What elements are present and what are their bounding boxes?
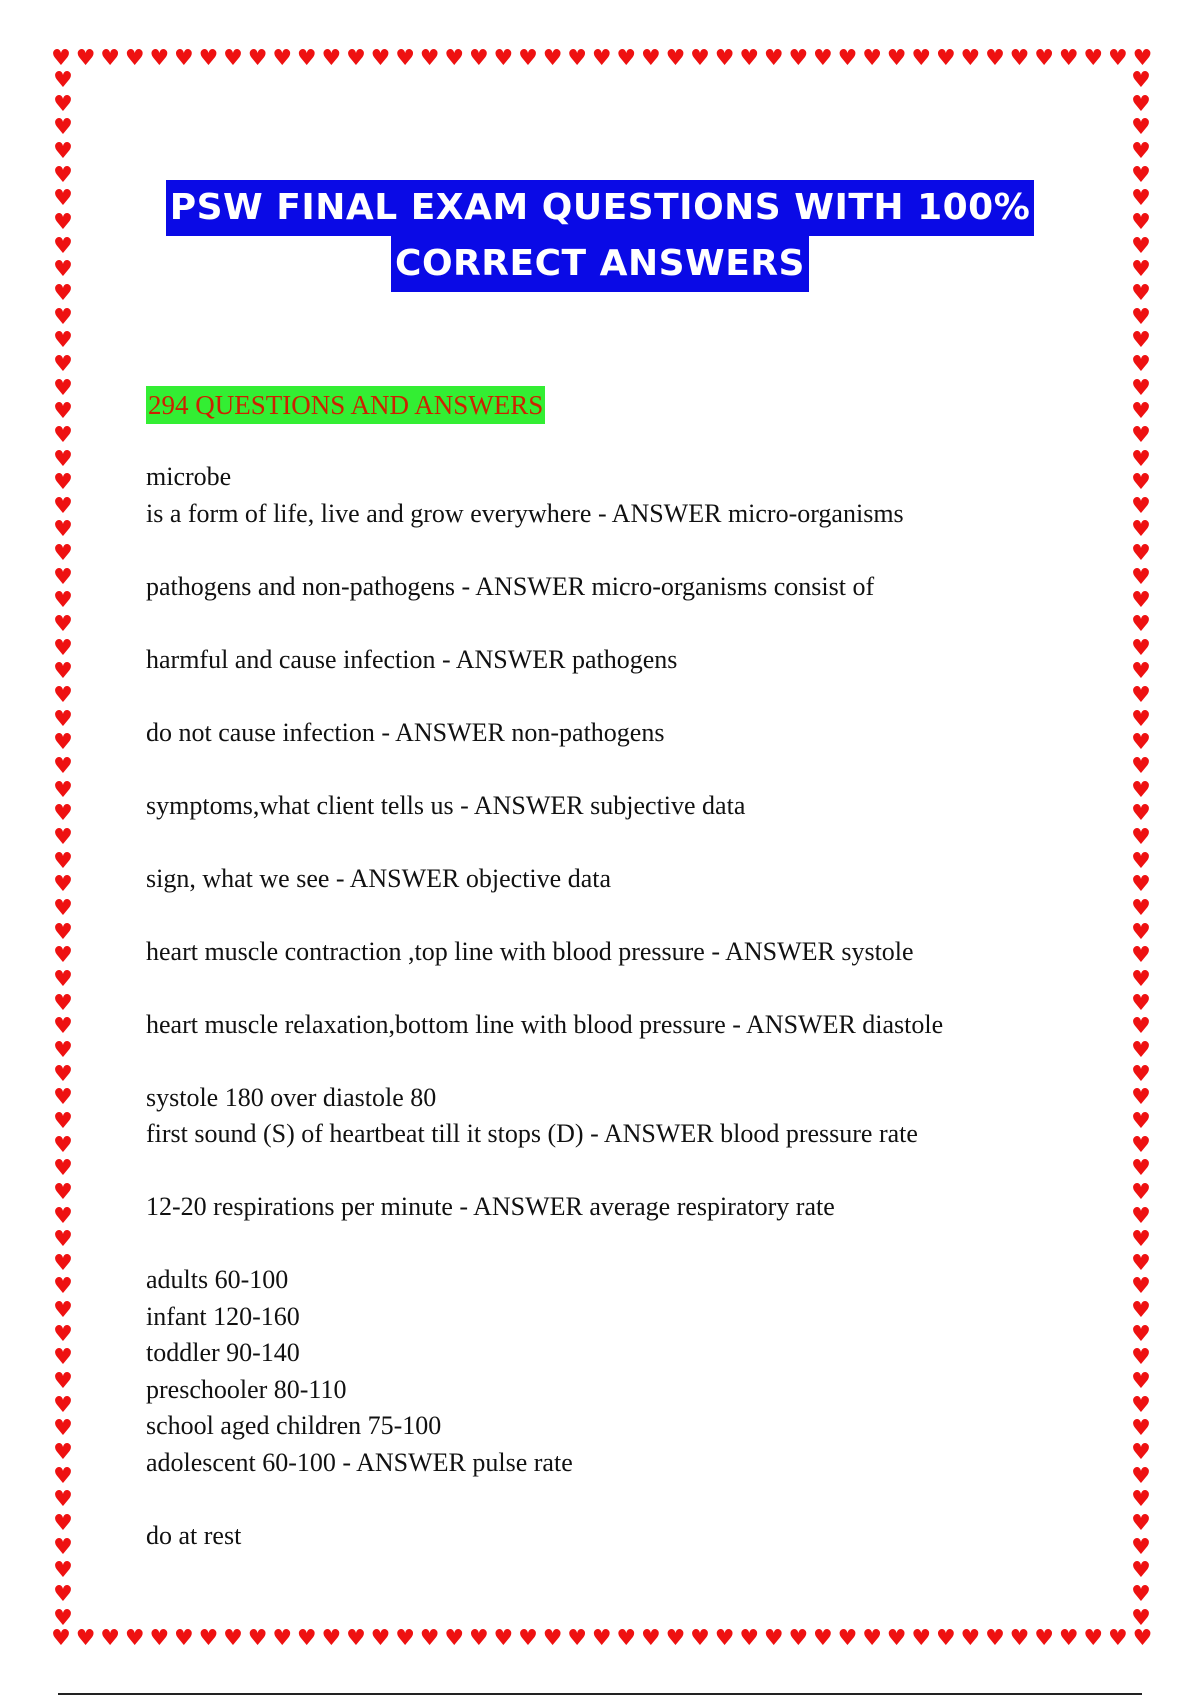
heart-icon: ♥: [985, 1628, 1005, 1651]
qa-line: pathogens and non-pathogens - ANSWER micro-organisms consist of: [146, 571, 875, 601]
qa-line: do at rest: [146, 1520, 242, 1550]
heart-icon: ♥: [53, 1369, 73, 1395]
heart-icon: ♥: [223, 48, 243, 71]
qa-item: [146, 934, 1146, 971]
heart-icon: ♥: [1131, 1179, 1151, 1205]
heart-icon: ♥: [51, 1628, 71, 1651]
heart-icon: ♥: [960, 1628, 981, 1651]
heart-icon: ♥: [53, 1605, 73, 1630]
heart-icon: ♥: [174, 48, 194, 71]
heart-icon: ♥: [53, 1108, 73, 1134]
heart-icon: ♥: [53, 1511, 73, 1537]
heart-icon: ♥: [690, 1628, 710, 1651]
heart-icon: ♥: [1034, 48, 1054, 71]
heart-icon: ♥: [1131, 91, 1151, 117]
heart-icon: ♥: [1131, 612, 1151, 638]
heart-icon: ♥: [1131, 872, 1151, 898]
heart-icon: ♥: [53, 848, 73, 874]
heart-icon: ♥: [53, 872, 73, 898]
heart-icon: ♥: [370, 1628, 391, 1651]
qa-item: [146, 1189, 1146, 1226]
heart-icon: ♥: [1131, 730, 1151, 756]
qa-line: sign, what we see - ANSWER objective data: [146, 863, 611, 893]
qa-line: first sound (S) of heartbeat till it stops (D) - ANSWER blood pressure rate: [146, 1119, 918, 1148]
heart-icon: ♥: [788, 48, 809, 71]
heart-icon: ♥: [763, 48, 784, 71]
heart-icon: ♥: [53, 588, 73, 614]
heart-icon: ♥: [813, 1628, 833, 1651]
heart-icon: ♥: [53, 304, 73, 330]
heart-icon: ♥: [1131, 1132, 1151, 1158]
heart-icon: ♥: [53, 1534, 73, 1560]
heart-icon: ♥: [1131, 422, 1151, 448]
qa-item: [146, 788, 1146, 825]
heart-icon: ♥: [1083, 1628, 1104, 1651]
heart-icon: ♥: [837, 1628, 858, 1651]
title-line-1: PSW FINAL EXAM QUESTIONS WITH 100%: [166, 180, 1035, 236]
heart-border-left: [50, 70, 76, 1630]
heart-icon: ♥: [53, 493, 73, 519]
heart-icon: ♥: [53, 1298, 73, 1324]
qa-line: 12-20 respirations per minute - ANSWER average respiratory rate: [146, 1192, 835, 1221]
title-line-2: CORRECT ANSWERS: [391, 236, 809, 292]
heart-icon: ♥: [53, 990, 73, 1016]
heart-icon: ♥: [75, 48, 96, 71]
heart-icon: ♥: [1131, 1558, 1151, 1584]
heart-icon: ♥: [911, 48, 932, 71]
qa-line: school aged children 75-100: [146, 1411, 442, 1440]
heart-icon: ♥: [763, 1628, 784, 1651]
heart-icon: ♥: [247, 48, 268, 71]
heart-icon: ♥: [296, 48, 317, 71]
heart-icon: ♥: [1131, 233, 1151, 259]
heart-icon: ♥: [53, 328, 73, 354]
heart-icon: ♥: [1131, 138, 1151, 164]
heart-icon: ♥: [419, 1628, 440, 1651]
heart-icon: ♥: [272, 48, 293, 71]
document-title: [0, 180, 1200, 292]
heart-icon: ♥: [886, 48, 907, 71]
heart-icon: ♥: [1131, 1440, 1151, 1466]
heart-icon: ♥: [1131, 1250, 1151, 1276]
heart-icon: ♥: [100, 48, 121, 71]
heart-icon: ♥: [1131, 328, 1151, 354]
heart-icon: ♥: [1058, 48, 1079, 71]
qa-line: toddler 90-140: [146, 1338, 300, 1367]
heart-icon: ♥: [1131, 1014, 1151, 1040]
heart-icon: ♥: [53, 1463, 73, 1489]
heart-icon: ♥: [1107, 48, 1128, 71]
heart-icon: ♥: [1131, 1369, 1151, 1395]
heart-icon: ♥: [468, 1628, 489, 1651]
heart-icon: ♥: [542, 48, 563, 71]
question-count-label: 294 QUESTIONS AND ANSWERS: [146, 386, 545, 424]
heart-icon: ♥: [53, 280, 73, 306]
qa-line: preschooler 80-110: [146, 1374, 347, 1404]
heart-icon: ♥: [1131, 1156, 1151, 1182]
heart-icon: ♥: [1131, 162, 1151, 188]
heart-icon: ♥: [714, 1628, 735, 1651]
heart-icon: ♥: [53, 70, 73, 93]
heart-icon: ♥: [1131, 517, 1151, 543]
heart-icon: ♥: [1131, 1061, 1151, 1087]
heart-icon: ♥: [53, 1274, 73, 1300]
heart-icon: ♥: [75, 1628, 96, 1651]
heart-icon: ♥: [198, 1628, 219, 1651]
heart-icon: ♥: [813, 48, 833, 71]
heart-icon: ♥: [542, 1628, 563, 1651]
qa-line: heart muscle relaxation,bottom line with blood pressure - ANSWER diastole: [146, 1009, 944, 1039]
heart-icon: ♥: [53, 1203, 73, 1229]
heart-icon: ♥: [53, 1487, 73, 1513]
heart-icon: ♥: [419, 48, 440, 71]
heart-icon: ♥: [53, 1037, 73, 1063]
page-bottom-rule: [58, 1693, 1142, 1695]
heart-icon: ♥: [1131, 659, 1151, 685]
heart-icon: ♥: [53, 612, 73, 638]
heart-icon: ♥: [53, 943, 73, 969]
heart-icon: ♥: [518, 1628, 538, 1651]
heart-icon: ♥: [1131, 966, 1151, 992]
heart-icon: ♥: [53, 186, 73, 212]
heart-icon: ♥: [1131, 1037, 1151, 1063]
qa-item: [146, 715, 1146, 752]
qa-item: [146, 569, 1146, 606]
heart-icon: ♥: [53, 209, 73, 235]
heart-icon: ♥: [53, 375, 73, 401]
heart-icon: ♥: [53, 777, 73, 803]
heart-icon: ♥: [1131, 848, 1151, 874]
heart-icon: ♥: [53, 517, 73, 543]
heart-icon: ♥: [1131, 1345, 1151, 1371]
heart-icon: ♥: [53, 257, 73, 283]
heart-icon: ♥: [53, 564, 73, 590]
heart-icon: ♥: [1131, 1274, 1151, 1300]
heart-icon: ♥: [567, 1628, 587, 1651]
heart-icon: ♥: [1131, 1511, 1151, 1537]
heart-icon: ♥: [1131, 351, 1151, 377]
heart-icon: ♥: [493, 1628, 514, 1651]
heart-icon: ♥: [53, 1014, 73, 1040]
heart-icon: ♥: [53, 422, 73, 448]
heart-icon: ♥: [1131, 683, 1151, 709]
heart-icon: ♥: [641, 1628, 661, 1651]
heart-icon: ♥: [1131, 990, 1151, 1016]
heart-icon: ♥: [1131, 257, 1151, 283]
heart-border-top: [50, 48, 1154, 74]
heart-icon: ♥: [493, 48, 514, 71]
heart-icon: ♥: [53, 706, 73, 732]
heart-icon: ♥: [53, 1132, 73, 1158]
heart-icon: ♥: [53, 1156, 73, 1182]
heart-icon: ♥: [53, 966, 73, 992]
heart-icon: ♥: [935, 1628, 956, 1651]
heart-icon: ♥: [53, 91, 73, 117]
heart-icon: ♥: [1131, 919, 1151, 945]
heart-icon: ♥: [886, 1628, 907, 1651]
heart-icon: ♥: [1131, 70, 1151, 93]
heart-icon: ♥: [935, 48, 956, 71]
heart-icon: ♥: [53, 754, 73, 780]
heart-icon: ♥: [567, 48, 587, 71]
heart-icon: ♥: [1131, 1463, 1151, 1489]
heart-icon: ♥: [53, 825, 73, 850]
heart-icon: ♥: [690, 48, 710, 71]
heart-icon: ♥: [1131, 1227, 1151, 1253]
heart-icon: ♥: [1131, 304, 1151, 330]
heart-icon: ♥: [1131, 446, 1151, 472]
qa-item: [146, 642, 1146, 679]
heart-icon: ♥: [1131, 186, 1151, 212]
heart-icon: ♥: [149, 48, 170, 71]
heart-icon: ♥: [53, 683, 73, 709]
heart-icon: ♥: [444, 1628, 465, 1651]
heart-icon: ♥: [53, 659, 73, 685]
qa-line: adults 60-100: [146, 1265, 289, 1294]
heart-icon: ♥: [1009, 48, 1030, 71]
heart-icon: ♥: [1131, 399, 1151, 425]
heart-icon: ♥: [53, 1558, 73, 1584]
heart-icon: ♥: [1058, 1628, 1079, 1651]
qa-line: is a form of life, live and grow everywhere - ANSWER micro-organisms: [146, 498, 904, 528]
heart-icon: ♥: [53, 1061, 73, 1087]
heart-icon: ♥: [591, 1628, 612, 1651]
heart-icon: ♥: [53, 1416, 73, 1442]
qa-item: [146, 861, 1146, 898]
qa-line: heart muscle contraction ,top line with blood pressure - ANSWER systole: [146, 936, 914, 966]
heart-border-bottom: [50, 1628, 1154, 1654]
heart-icon: ♥: [53, 399, 73, 425]
heart-icon: ♥: [53, 1440, 73, 1466]
heart-icon: ♥: [616, 48, 637, 71]
qa-line: adolescent 60-100 - ANSWER pulse rate: [146, 1447, 573, 1477]
heart-icon: ♥: [665, 1628, 686, 1651]
heart-icon: ♥: [641, 48, 661, 71]
heart-icon: ♥: [788, 1628, 809, 1651]
heart-icon: ♥: [53, 1227, 73, 1253]
heart-icon: ♥: [53, 1321, 73, 1347]
heart-icon: ♥: [53, 138, 73, 164]
heart-icon: ♥: [1132, 48, 1153, 71]
heart-icon: ♥: [223, 1628, 243, 1651]
heart-icon: ♥: [1131, 493, 1151, 519]
heart-icon: ♥: [53, 801, 73, 827]
heart-icon: ♥: [1131, 706, 1151, 732]
heart-icon: ♥: [1131, 943, 1151, 969]
heart-icon: ♥: [444, 48, 465, 71]
heart-icon: ♥: [346, 48, 366, 71]
heart-icon: ♥: [395, 1628, 415, 1651]
heart-icon: ♥: [53, 1250, 73, 1276]
heart-icon: ♥: [1131, 1487, 1151, 1513]
qa-line: systole 180 over diastole 80: [146, 1082, 437, 1112]
heart-icon: ♥: [1131, 1416, 1151, 1442]
heart-icon: ♥: [1131, 895, 1151, 921]
qa-item: [146, 1007, 1146, 1044]
heart-icon: ♥: [1131, 1605, 1151, 1630]
heart-icon: ♥: [53, 351, 73, 377]
heart-icon: ♥: [862, 48, 882, 71]
heart-icon: ♥: [1131, 564, 1151, 590]
qa-line: do not cause infection - ANSWER non-pathogens: [146, 717, 665, 747]
heart-icon: ♥: [591, 48, 612, 71]
heart-icon: ♥: [124, 48, 145, 71]
heart-icon: ♥: [296, 1628, 317, 1651]
heart-icon: ♥: [518, 48, 538, 71]
heart-icon: ♥: [100, 1628, 121, 1651]
heart-icon: ♥: [1009, 1628, 1030, 1651]
heart-icon: ♥: [468, 48, 489, 71]
heart-icon: ♥: [862, 1628, 882, 1651]
qa-line: symptoms,what client tells us - ANSWER subjective data: [146, 790, 746, 820]
heart-icon: ♥: [1131, 1392, 1151, 1418]
heart-icon: ♥: [174, 1628, 194, 1651]
heart-icon: ♥: [665, 48, 686, 71]
heart-icon: ♥: [616, 1628, 637, 1651]
heart-icon: ♥: [1107, 1628, 1128, 1651]
heart-icon: ♥: [53, 1392, 73, 1418]
heart-icon: ♥: [1131, 209, 1151, 235]
heart-icon: ♥: [51, 48, 71, 71]
heart-icon: ♥: [1131, 1298, 1151, 1324]
heart-icon: ♥: [53, 233, 73, 259]
heart-icon: ♥: [53, 115, 73, 141]
heart-icon: ♥: [53, 730, 73, 756]
qa-line: microbe: [146, 462, 232, 491]
qa-line: infant 120-160: [146, 1301, 300, 1331]
heart-icon: ♥: [1131, 280, 1151, 306]
heart-icon: ♥: [149, 1628, 170, 1651]
heart-icon: ♥: [911, 1628, 932, 1651]
heart-icon: ♥: [1131, 777, 1151, 803]
heart-icon: ♥: [1131, 1108, 1151, 1134]
heart-icon: ♥: [53, 919, 73, 945]
heart-icon: ♥: [1131, 1582, 1151, 1607]
heart-icon: ♥: [739, 48, 760, 71]
heart-icon: ♥: [321, 48, 342, 71]
heart-icon: ♥: [53, 895, 73, 921]
heart-icon: ♥: [53, 1582, 73, 1607]
heart-icon: ♥: [124, 1628, 145, 1651]
heart-icon: ♥: [1083, 48, 1104, 71]
heart-icon: ♥: [346, 1628, 366, 1651]
heart-icon: ♥: [395, 48, 415, 71]
heart-icon: ♥: [1131, 1085, 1151, 1111]
heart-icon: ♥: [198, 48, 219, 71]
heart-icon: ♥: [714, 48, 735, 71]
qa-item: [146, 1262, 1146, 1481]
heart-icon: ♥: [1131, 1534, 1151, 1560]
heart-icon: ♥: [53, 541, 73, 567]
heart-icon: ♥: [53, 162, 73, 188]
heart-icon: ♥: [1131, 541, 1151, 567]
heart-icon: ♥: [1131, 470, 1151, 496]
heart-icon: ♥: [272, 1628, 293, 1651]
heart-icon: ♥: [53, 446, 73, 472]
heart-icon: ♥: [960, 48, 981, 71]
heart-icon: ♥: [1131, 801, 1151, 827]
qa-item: [146, 459, 1146, 532]
heart-icon: ♥: [1131, 1203, 1151, 1229]
heart-icon: ♥: [53, 470, 73, 496]
heart-icon: ♥: [1132, 1628, 1153, 1651]
qa-line: harmful and cause infection - ANSWER pathogens: [146, 644, 678, 674]
heart-icon: ♥: [1131, 825, 1151, 850]
qa-item: [146, 1518, 1146, 1555]
heart-icon: ♥: [1131, 1321, 1151, 1347]
heart-icon: ♥: [1131, 754, 1151, 780]
heart-icon: ♥: [247, 1628, 268, 1651]
heart-icon: ♥: [53, 635, 73, 661]
heart-icon: ♥: [1131, 588, 1151, 614]
heart-icon: ♥: [837, 48, 858, 71]
qa-list: [146, 459, 1146, 1591]
heart-icon: ♥: [1131, 115, 1151, 141]
heart-icon: ♥: [1034, 1628, 1054, 1651]
heart-icon: ♥: [739, 1628, 760, 1651]
heart-icon: ♥: [321, 1628, 342, 1651]
heart-icon: ♥: [1131, 635, 1151, 661]
heart-icon: ♥: [53, 1345, 73, 1371]
heart-icon: ♥: [1131, 375, 1151, 401]
heart-icon: ♥: [370, 48, 391, 71]
heart-icon: ♥: [53, 1085, 73, 1111]
qa-item: [146, 1080, 1146, 1153]
heart-icon: ♥: [985, 48, 1005, 71]
heart-icon: ♥: [53, 1179, 73, 1205]
